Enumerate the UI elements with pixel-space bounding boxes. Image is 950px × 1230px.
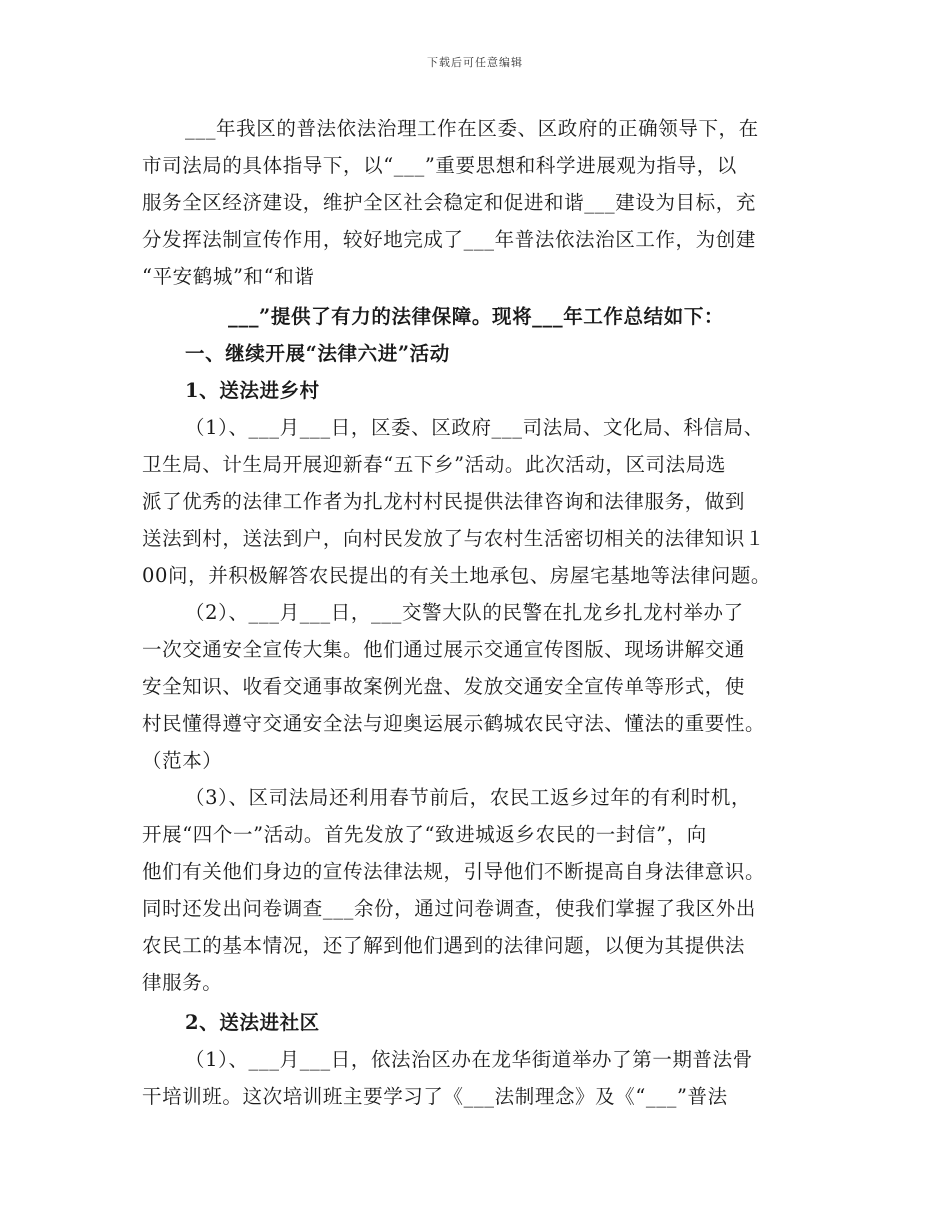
- paragraph-line: （1）、___月___日，依法治区办在龙华街道举办了第一期普法骨: [185, 1048, 753, 1071]
- paragraph-line: （3）、区司法局还利用春节前后，农民工返乡过年的有利时机，: [185, 786, 752, 809]
- paragraph-line-bold: ___”提供了有力的法律保障。现将___年工作总结如下：: [228, 305, 725, 328]
- section-heading: 一、继续开展“法律六进”活动: [185, 342, 450, 365]
- paragraph-line: 开展“四个一”活动。首先发放了“致进城返乡农民的一封信”，向: [142, 823, 707, 846]
- page-header: 下载后可任意编辑: [427, 56, 523, 69]
- subsection-heading: 1、送法进乡村: [185, 379, 320, 402]
- paragraph-line: （范本）: [142, 749, 223, 772]
- paragraph-line: 安全知识、收看交通事故案例光盘、发放交通安全宣传单等形式，使: [142, 675, 746, 698]
- paragraph-line: 服务全区经济建设，维护全区社会稳定和促进和谐___建设为目标，充: [142, 191, 756, 214]
- subsection-heading: 2、送法进社区: [185, 1011, 320, 1034]
- paragraph-line: 同时还发出问卷调查___余份，通过问卷调查，使我们掌握了我区外出: [142, 897, 756, 920]
- document-body: [142, 110, 822, 1115]
- paragraph-line: （1）、___月___日，区委、区政府___司法局、文化局、科信局、: [185, 416, 764, 439]
- paragraph-line: 分发挥法制宣传作用，较好地完成了___年普法依法治区工作，为创建: [142, 228, 756, 251]
- paragraph-line: “平安鹤城”和“和谐: [142, 265, 315, 288]
- paragraph-line: 一次交通安全宣传大集。他们通过展示交通宣传图版、现场讲解交通: [142, 638, 746, 661]
- paragraph-line: 卫生局、计生局开展迎新春“五下乡”活动。此次活动，区司法局选: [142, 453, 726, 476]
- paragraph-line: （2）、___月___日，___交警大队的民警在扎龙乡扎龙村举办了: [185, 601, 744, 624]
- paragraph-line: 村民懂得遵守交通安全法与迎奥运展示鹤城农民守法、懂法的重要性。: [142, 712, 766, 735]
- paragraph-line: 送法到村，送法到户，向村民发放了与农村生活密切相关的法律知识１: [142, 527, 766, 550]
- paragraph-line: 他们有关他们身边的宣传法律法规，引导他们不断提高自身法律意识。: [142, 860, 766, 883]
- paragraph-line: 00问，并积极解答农民提出的有关土地承包、房屋宅基地等法律问题。: [142, 564, 772, 587]
- paragraph-line: 律服务。: [142, 971, 223, 994]
- paragraph-line: 农民工的基本情况，还了解到他们遇到的法律问题，以便为其提供法: [142, 934, 746, 957]
- paragraph-line: 市司法局的具体指导下，以“___”重要思想和科学进展观为指导，以: [142, 154, 737, 177]
- paragraph-line: ___年我区的普法依法治理工作在区委、区政府的正确领导下，在: [185, 117, 759, 140]
- paragraph-line: 派了优秀的法律工作者为扎龙村村民提供法律咨询和法律服务，做到: [142, 490, 746, 513]
- paragraph-line: 干培训班。这次培训班主要学习了《___法制理念》及《“___”普法: [142, 1085, 728, 1108]
